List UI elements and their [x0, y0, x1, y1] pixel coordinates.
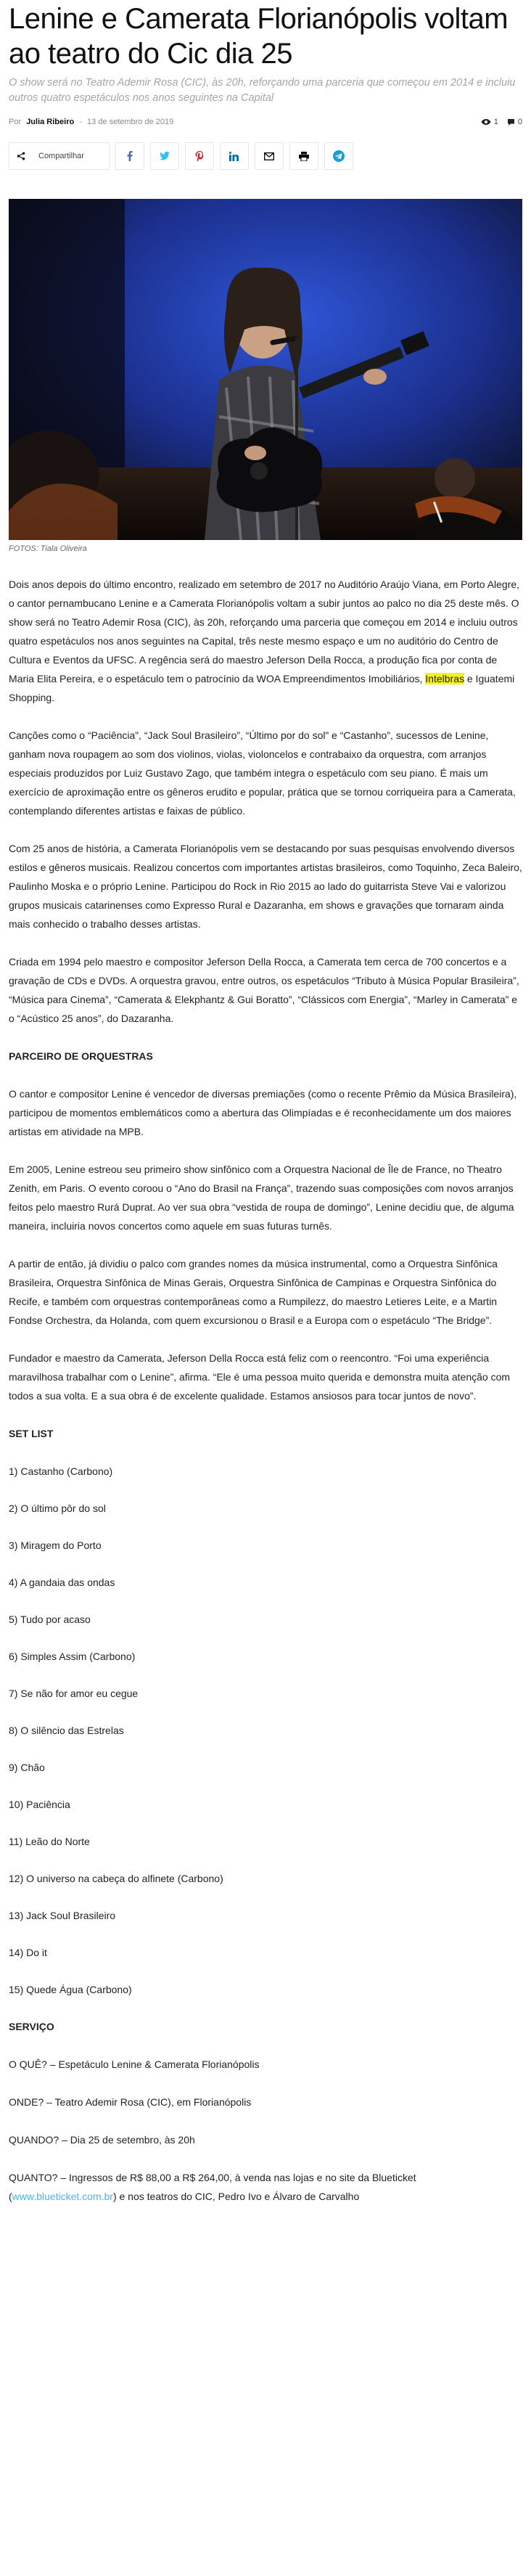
share-pinterest-button[interactable]: [185, 142, 214, 170]
twitter-icon: [160, 152, 170, 160]
share-facebook-button[interactable]: [115, 142, 144, 170]
comments-count: 0: [517, 118, 522, 126]
blueticket-link[interactable]: www.blueticket.com.br: [12, 2191, 113, 2202]
article-paragraph: [9, 575, 522, 707]
service-where: ONDE? – Teatro Ademir Rosa (CIC), em Florianópolis: [9, 2096, 252, 2108]
concert-photo-illustration: [9, 199, 522, 540]
section-heading-setlist: SET LIST: [9, 1428, 54, 1439]
article-body: [9, 575, 522, 2206]
setlist-item: 13) Jack Soul Brasileiro: [9, 1910, 116, 1921]
article-paragraph: Com 25 anos de história, a Camerata Florianópolis vem se destacando por suas pesquisas envolvendo diversos estilos e gêneros musicais. Realizou concertos com importantes artistas brasileiros, como Toquinho, Zeca Baleiro, Paulinho Moska e o próprio Lenine. Participou do Rock in Rio 2015 ao lado do guitarrista Steve Vai e valorizou grupos musicais catarinenses como Expresso Rural e Dazaranha, em shows e gravações que tornaram ainda mais conhecido o trabalho desses artistas.: [9, 843, 522, 930]
article-paragraph: Fundador e maestro da Camerata, Jeferson Della Rocca está feliz com o reencontro. “Foi uma experiência maravilhosa trabalhar com o Lenine”, afirma. “Ele é uma pessoa muito querida e demonstra muita atenção com todos a sua volta. E a sua obra é de excelente qualidade. Estamos ansiosos para tocar juntos de novo”.: [9, 1352, 511, 1402]
share-telegram-button[interactable]: [324, 142, 353, 170]
setlist-item: 1) Castanho (Carbono): [9, 1465, 113, 1477]
section-heading-servico: SERVIÇO: [9, 2021, 54, 2032]
featured-photo: [9, 199, 522, 540]
eye-icon: [481, 118, 491, 126]
setlist-item: 14) Do it: [9, 1947, 47, 1958]
meta-stats: [481, 118, 522, 126]
paragraph-text: e Iguatemi Shopping.: [9, 673, 515, 703]
share-print-button[interactable]: [289, 142, 318, 170]
paragraph-text: QUANTO? – Ingressos de R$ 88,00 a R$ 264,00, à venda nas lojas e no site da Blueticket (: [9, 2172, 416, 2202]
share-button[interactable]: [9, 142, 110, 170]
byline-prefix: Por: [9, 118, 22, 126]
share-label: Compartilhar: [38, 152, 84, 160]
photo-caption: FOTOS: Tiala Oliveira: [9, 544, 87, 553]
comments-counter[interactable]: [507, 118, 522, 126]
telegram-icon: [333, 150, 345, 162]
facebook-icon: [127, 151, 133, 161]
publish-date: 13 de setembro de 2019: [87, 118, 174, 126]
service-price: [9, 2168, 522, 2206]
setlist-item: 9) Chão: [9, 1762, 45, 1773]
article-paragraph: Canções como o “Paciência”, “Jack Soul Brasileiro”, “Último por do sol” e “Castanho”, sucessos de Lenine, ganham nova roupagem ao som dos violinos, violas, violoncelos e contrabaixo da orquestra, com arranjos especiais produzidos por Luiz Gustavo Zago, que também integra o espetáculo com seu piano. É mais um exercício de aproximação entre os gêneros erudito e popular, prática que se tornou corriqueira para a Camerata, contemplando diferentes artistas e faixas de público.: [9, 729, 516, 817]
article-subtitle: O show será no Teatro Ademir Rosa (CIC), às 20h, reforçando uma parceria que começou em 2014 e incluiu outros quatro espetáculos nos anos seguintes na Capital: [9, 77, 516, 104]
setlist-item: 15) Quede Água (Carbono): [9, 1984, 132, 1995]
article-meta: [9, 118, 522, 126]
email-icon: [264, 152, 274, 160]
share-linkedin-button[interactable]: [220, 142, 249, 170]
article-paragraph: Criada em 1994 pelo maestro e compositor Jeferson Della Rocca, a Camerata tem cerca de 700 concertos e a gravação de CDs e DVDs. A orquestra gravou, entre outros, os espetáculos “Tributo à Música Popular Brasileira”, “Música para Cinema”, “Camerata & Elekphantz & Gui Boratto”, “Clássicos com Energia”, “Marley in Camerata” e o “Acústico 25 anos”, do Dazaranha.: [9, 956, 519, 1024]
linkedin-icon: [229, 152, 239, 161]
setlist-item: 3) Miragem do Porto: [9, 1540, 102, 1551]
setlist-item: 8) O silêncio das Estrelas: [9, 1725, 124, 1736]
share-icon: [17, 152, 25, 160]
views-count: 1: [493, 118, 498, 126]
article-paragraph: Em 2005, Lenine estreou seu primeiro show sinfônico com a Orquestra Nacional de Île de France, no Theatro Zenith, em Paris. O evento coroou o “Ano do Brasil na França”, trazendo suas composições com novos arranjos feitos pelo maestro Rurá Duprat. Ao ver sua obra “vestida de roupa de domingo”, Lenine decidiu que, de alguma maneira, incluiria novos concertos como aquele em suas futuras turnês.: [9, 1164, 514, 1232]
setlist: [9, 1462, 522, 1999]
share-twitter-button[interactable]: [150, 142, 179, 170]
section-heading-parceiro: PARCEIRO DE ORQUESTRAS: [9, 1050, 153, 1062]
article-paragraph: O cantor e compositor Lenine é vencedor de diversas premiações (como o recente Prêmio da Música Brasileira), participou de momentos emblemáticos como a abertura das Olimpíadas e é reconhecidamente um dos maiores artistas em atividade na MPB.: [9, 1088, 517, 1137]
comment-icon: [507, 118, 515, 126]
pinterest-icon: [195, 151, 204, 161]
print-icon: [299, 152, 309, 161]
setlist-item: 4) A gandaia das ondas: [9, 1577, 115, 1588]
setlist-item: 11) Leão do Norte: [9, 1836, 90, 1847]
share-bar: [9, 142, 522, 170]
service-when: QUANDO? – Dia 25 de setembro, às 20h: [9, 2134, 195, 2146]
setlist-item: 7) Se não for amor eu cegue: [9, 1688, 139, 1699]
setlist-item: 10) Paciência: [9, 1799, 70, 1810]
setlist-item: 6) Simples Assim (Carbono): [9, 1651, 136, 1662]
views-counter: [481, 118, 498, 126]
meta-byline: [9, 118, 176, 126]
setlist-item: 5) Tudo por acaso: [9, 1614, 91, 1625]
paragraph-text: Dois anos depois do último encontro, realizado em setembro de 2017 no Auditório Araújo Viana, em Porto Alegre, o cantor pernambucano Lenine e a Camerata Florianópolis voltam a subir juntos ao palco no dia 25 deste mês. O show será no Teatro Ademir Rosa (CIC), às 20h, reforçando uma parceria que começou em 2014 e incluiu outros quatro espetáculos nos anos seguintes na Capital, três neste mesmo espaço e um no auditório do Centro de Cultura e Eventos da UFSC. A regência será do maestro Jeferson Della Rocca, a produção fica por conta de Maria Elita Pereira, e o espetáculo tem o patrocínio da WOA Empreendimentos Imobiliários,: [9, 578, 520, 684]
share-email-button[interactable]: [255, 142, 284, 170]
highlighted-brand: Intelbras: [425, 673, 464, 684]
byline-separator: -: [79, 118, 82, 126]
article-title: Lenine e Camerata Florianópolis voltam ao teatro do Cic dia 25: [9, 3, 509, 70]
paragraph-text: ) e nos teatros do CIC, Pedro Ivo e Álvaro de Carvalho: [112, 2191, 360, 2202]
service-what: O QUÊ? – Espetáculo Lenine & Camerata Florianópolis: [9, 2058, 260, 2070]
author-link[interactable]: Julia Ribeiro: [26, 118, 75, 126]
setlist-item: 12) O universo na cabeça do alfinete (Carbono): [9, 1873, 223, 1884]
setlist-item: 2) O último pôr do sol: [9, 1502, 106, 1514]
article-paragraph: A partir de então, já dividiu o palco com grandes nomes da música instrumental, como a Orquestra Sinfônica Brasileira, Orquestra Sinfônica de Minas Gerais, Orquestra Sinfônica de Campinas e Orquestra Sinfônica do Recife, e também com orquestras contemporâneas como a Rumpilezz, do maestro Letieres Leite, e a Martin Fondse Orchestra, da Holanda, com quem excursionou o Brasil e a Europa com o espetáculo “The Bridge”.: [9, 1258, 498, 1326]
